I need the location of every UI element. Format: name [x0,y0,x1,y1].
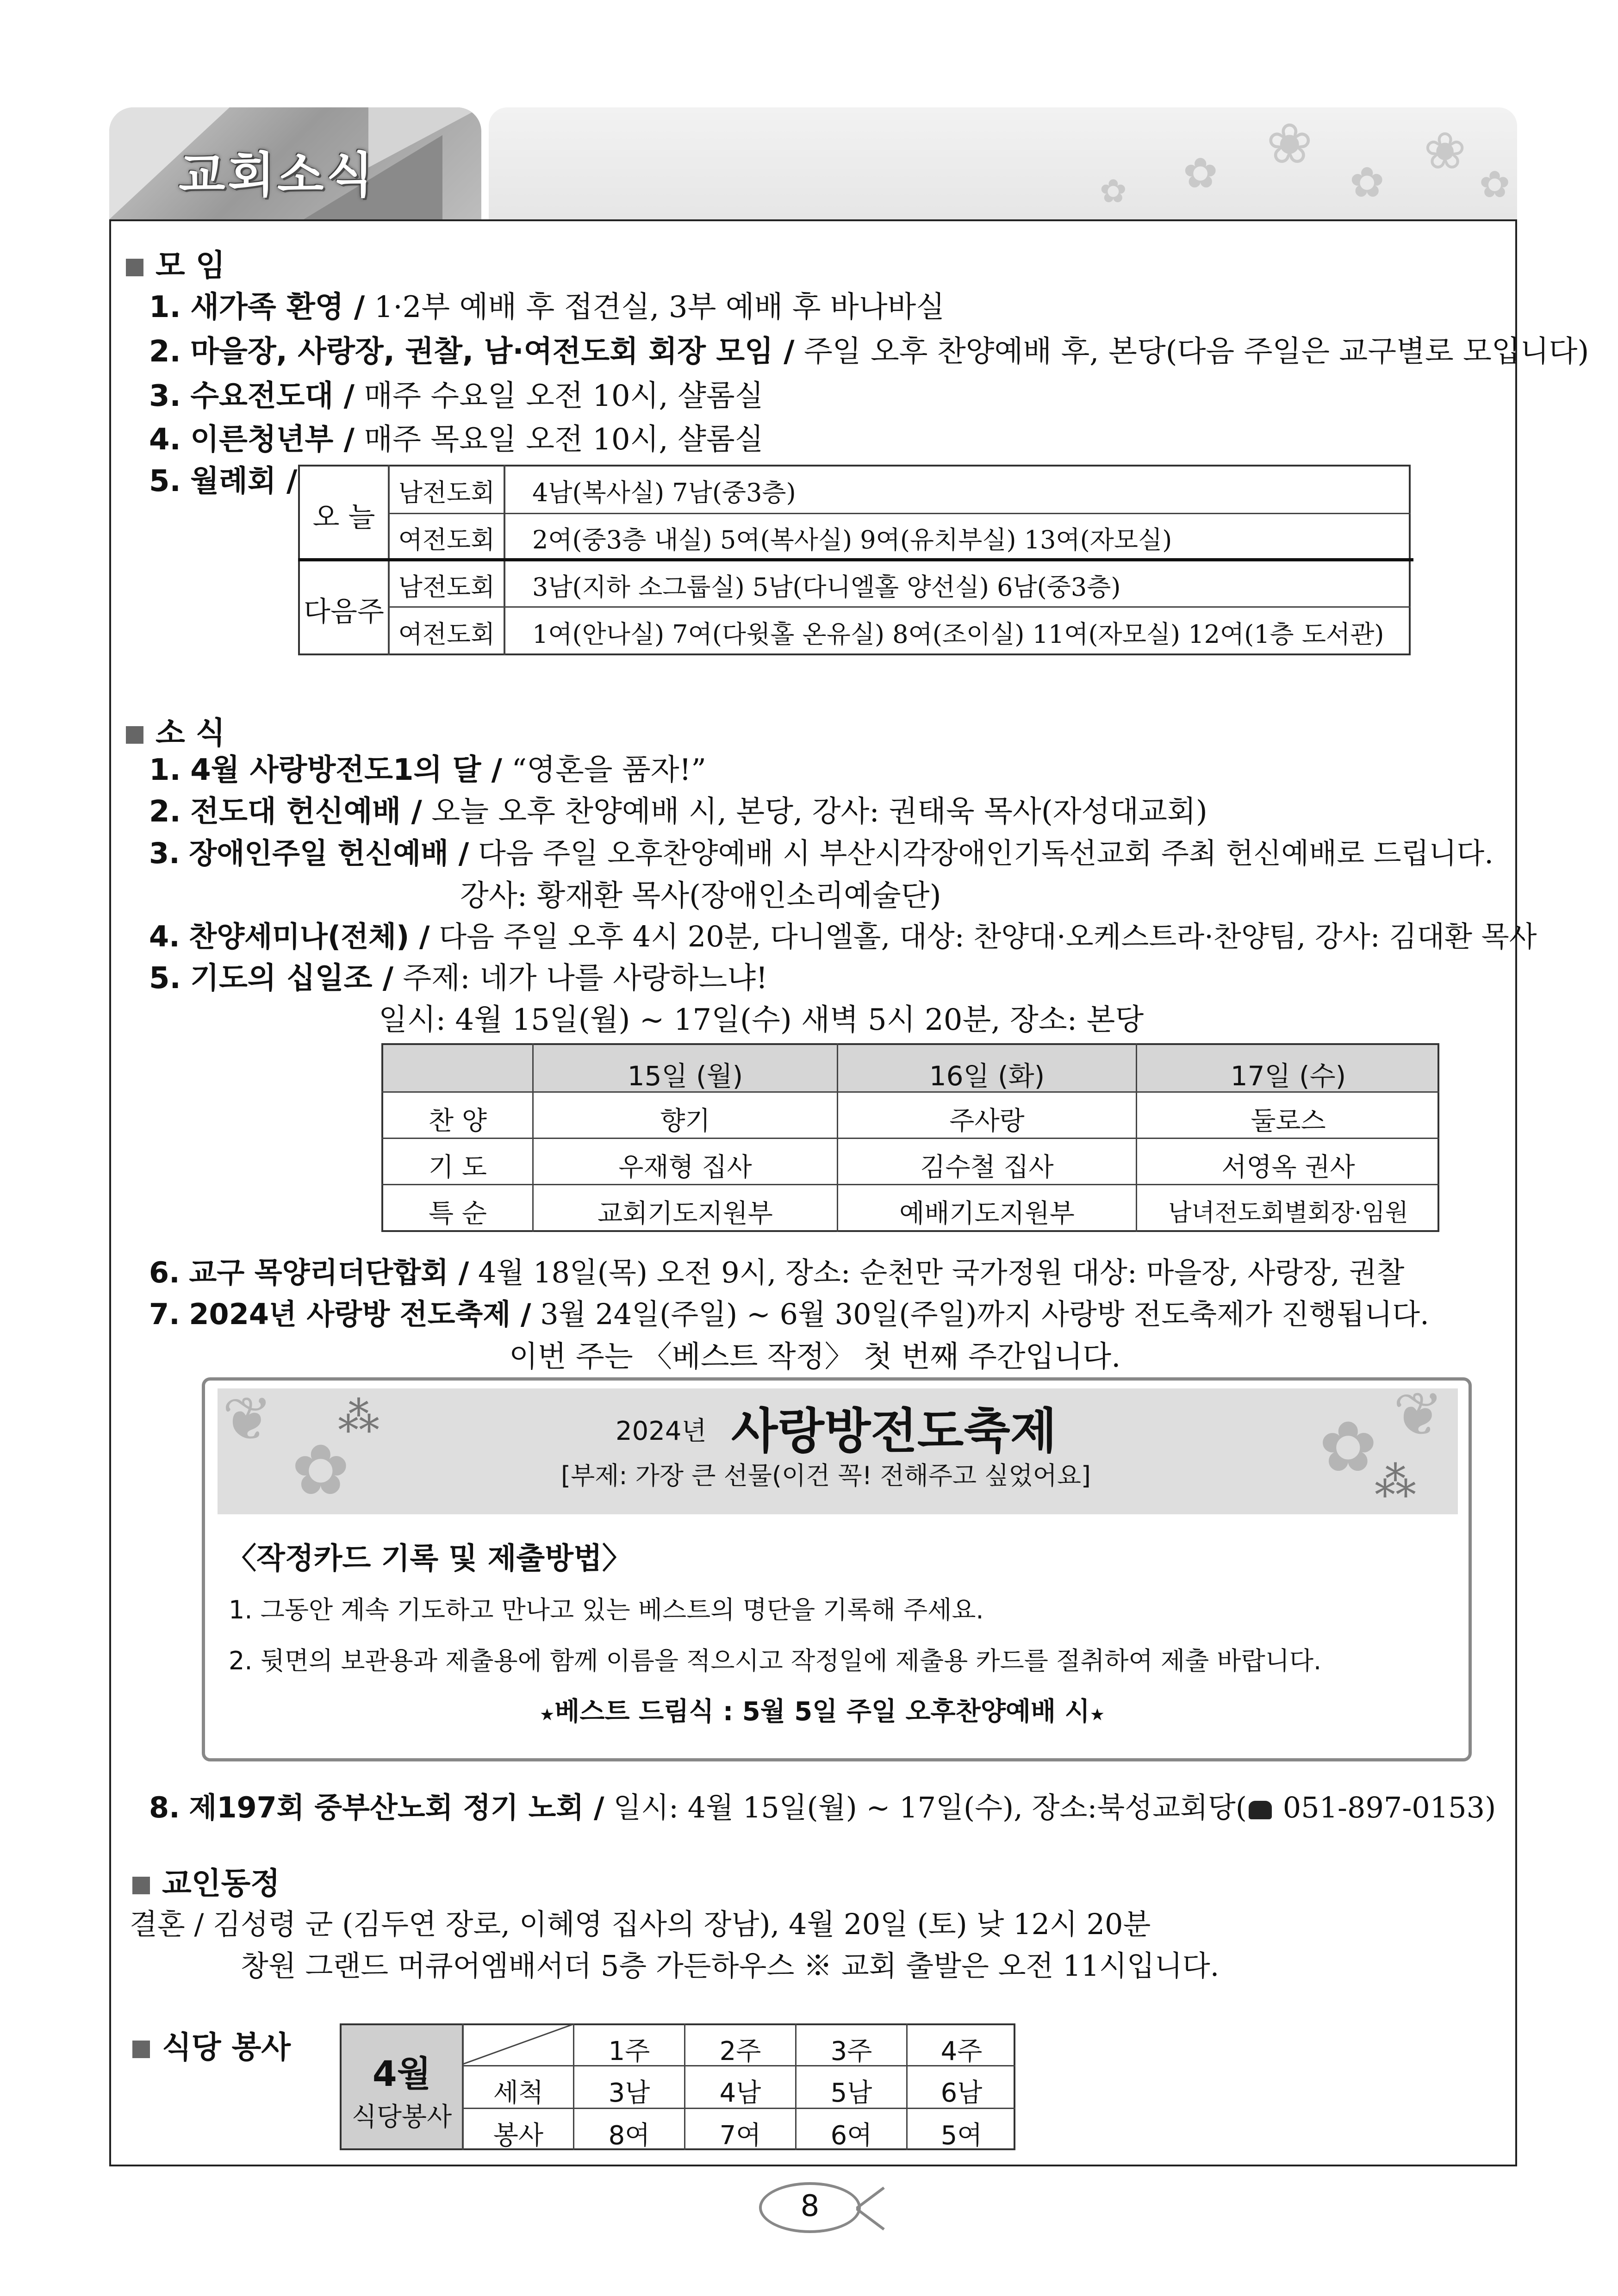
table-cell: 4남(복사실) 7남(중3층) [532,478,796,507]
flower-icon: ❀ [1424,121,1467,180]
table-cell: 김수철 집사 [920,1152,1054,1182]
meeting-item: 2. 마을장, 사랑장, 권찰, 남·여전도회 회장 모임 / 주일 오후 찬양예배 후, 본당(다음 주일은 교구별로 모입니다) [149,335,1589,369]
table-cell: 주사랑 [949,1106,1025,1136]
phone-icon [1249,1801,1272,1819]
table-cell: 남전도회 [398,572,495,602]
table-cell: 둘로스 [1251,1106,1326,1136]
page-title: 교회소식 [179,147,376,203]
leaf-icon: ❦ [1393,1388,1444,1450]
flower-icon: ✿ [1319,1407,1377,1487]
table-cell: 향기 [660,1106,710,1136]
news-item: 4. 찬양세미나(전체) / 다음 주일 오후 4시 20분, 다니엘홀, 대상: 찬양대·오케스트라·찬양팀, 강사: 김대환 목사 [149,920,1537,953]
table-cell: 8여 [608,2121,650,2151]
festival-step: 1. 그동안 계속 기도하고 만나고 있는 베스트의 명단을 기록해 주세요. [229,1595,984,1624]
table-row-label: 기 도 [429,1152,487,1182]
table-cell: 5여 [940,2121,983,2151]
table-header: 2주 [719,2036,761,2066]
festival-title: 사랑방전도축제 [731,1403,1057,1459]
festival-step: 2. 뒷면의 보관용과 제출용에 함께 이름을 적으시고 작정일에 제출용 카드를 절취하여 제출 바랍니다. [229,1646,1322,1675]
table-cell: 우재형 집사 [618,1152,752,1182]
table-cell: 7여 [719,2121,761,2151]
fish-tail-icon [856,2185,889,2232]
table-cell: 3남 [608,2078,650,2108]
table-cell: 2여(중3층 내실) 5여(복사실) 9여(유치부실) 13여(자모실) [532,525,1172,554]
table-row-label: 찬 양 [429,1106,487,1136]
news-item: 1. 4월 사랑방전도1의 달 / “영혼을 품자!” [149,753,707,787]
meeting-item: 3. 수요전도대 / 매주 수요일 오전 10시, 샬롬실 [149,379,764,413]
festival-best-line: ★베스트 드림식 : 5월 5일 주일 오후찬양예배 시★ [540,1697,1105,1727]
flower-icon: ✿ [1479,163,1511,206]
table-header: 4주 [940,2036,983,2066]
table-cell: 6여 [830,2121,872,2151]
table-row-label: 특 순 [429,1199,487,1229]
table-row-label: 세척 [493,2078,544,2108]
table-cell: 남전도회 [398,478,495,507]
flower-icon: ✿ [1350,158,1385,207]
table-header: 15일 (월) [627,1060,743,1092]
star-icon: ★ [540,1705,555,1724]
festival-year: 2024년 [616,1416,707,1446]
members-line: 결혼 / 김성령 군 (김두연 장로, 이혜영 집사의 장남), 4월 20일 (토) 낮 12시 20분 [130,1907,1151,1941]
table-cell: 예배기도지원부 [899,1199,1075,1229]
table-cell: 여전도회 [398,620,495,649]
flower-icon: ✿ [1100,172,1127,210]
table-cell: 남녀전도회별회장·임원 [1168,1199,1408,1227]
section-news: 소 식 [126,708,225,752]
cafeteria-label: 식당봉사 [351,2102,452,2132]
table-label-today: 오 늘 [312,501,375,534]
table-cell: 4남 [719,2078,761,2108]
news-item-continued: 이번 주는 〈베스트 작정〉 첫 번째 주간입니다. [509,1340,1121,1374]
square-bullet-icon [132,2041,150,2058]
table-header: 1주 [608,2036,650,2066]
news-item: 2. 전도대 헌신예배 / 오늘 오후 찬양예배 시, 본당, 강사: 권태욱 목사(자성대교회) [149,795,1207,829]
section-members: 교인동정 [132,1859,280,1903]
news-item-continued: 강사: 황재환 목사(장애인소리예술단) [460,879,941,913]
star-icon: ★ [1089,1705,1105,1724]
flower-icon: ✿ [1183,149,1218,198]
news-item: 8. 제197회 중부산노회 정기 노회 / 일시: 4월 15일(월) ~ 17일(수), 장소:북성교회당( 051-897-0153) [149,1791,1496,1824]
table-cell: 교회기도지원부 [597,1199,773,1229]
section-meetings: 모 임 [126,241,225,285]
meeting-item: 1. 새가족 환영 / 1·2부 예배 후 접견실, 3부 예배 후 바나바실 [149,290,945,324]
news-item: 3. 장애인주일 헌신예배 / 다음 주일 오후찬양예배 시 부산시각장애인기독선교회 주최 헌신예배로 드립니다. [149,836,1494,870]
square-bullet-icon [132,1877,150,1894]
square-bullet-icon [126,726,143,744]
diagonal-divider [463,2024,573,2065]
news-item: 5. 기도의 십일조 / 주제: 네가 나를 사랑하느냐! [149,961,768,996]
table-cell: 5남 [830,2078,872,2108]
berry-icon: ⁂ [1375,1458,1416,1506]
table-header: 3주 [830,2036,872,2066]
table-label-next: 다음주 [304,596,384,628]
leaf-icon: ❦ [222,1388,273,1454]
table-cell: 6남 [940,2078,983,2108]
table-cell: 1여(안나실) 7여(다윗홀 온유실) 8여(조이실) 11여(자모실) 12여(1층 도서관) [532,620,1384,649]
meeting-item: 4. 이른청년부 / 매주 목요일 오전 10시, 샬롬실 [149,423,764,457]
news-item: 6. 교구 목양리더단합회 / 4월 18일(목) 오전 9시, 장소: 순천만 국가정원 대상: 마을장, 사랑장, 권찰 [149,1256,1405,1289]
table-cell: 3남(지하 소그룹실) 5남(다니엘홀 양선실) 6남(중3층) [532,572,1121,602]
header-tab [109,107,481,219]
table-header: 17일 (수) [1230,1060,1346,1092]
table-header: 16일 (화) [929,1060,1045,1092]
table-row-label: 봉사 [493,2121,544,2151]
meeting-item: 5. 월례회 / [149,464,298,498]
section-cafeteria: 식당 봉사 [132,2022,291,2066]
header-decoration [489,107,1517,219]
page-number: 8 [800,2189,820,2223]
flower-icon: ❀ [1266,112,1313,176]
table-cell: 여전도회 [398,525,495,554]
festival-subtitle: [부제: 가장 큰 선물(이건 꼭! 전해주고 싶었어요] [561,1461,1091,1490]
news-item: 7. 2024년 사랑방 전도축제 / 3월 24일(주일) ~ 6월 30일(주일)까지 사랑방 전도축제가 진행됩니다. [149,1297,1429,1331]
square-bullet-icon [126,259,143,276]
berry-icon: ⁂ [338,1393,380,1442]
festival-heading: 〈작정카드 기록 및 제출방법〉 [227,1542,632,1576]
cafeteria-month: 4월 [372,2053,431,2094]
members-line: 창원 그랜드 머큐어엠배서더 5층 가든하우스 ※ 교회 출발은 오전 11시입니다. [241,1949,1220,1983]
news-item-continued: 일시: 4월 15일(월) ~ 17일(수) 새벽 5시 20분, 장소: 본당 [379,1003,1144,1037]
table-cell: 서영옥 권사 [1221,1152,1355,1182]
flower-icon: ✿ [292,1430,350,1511]
